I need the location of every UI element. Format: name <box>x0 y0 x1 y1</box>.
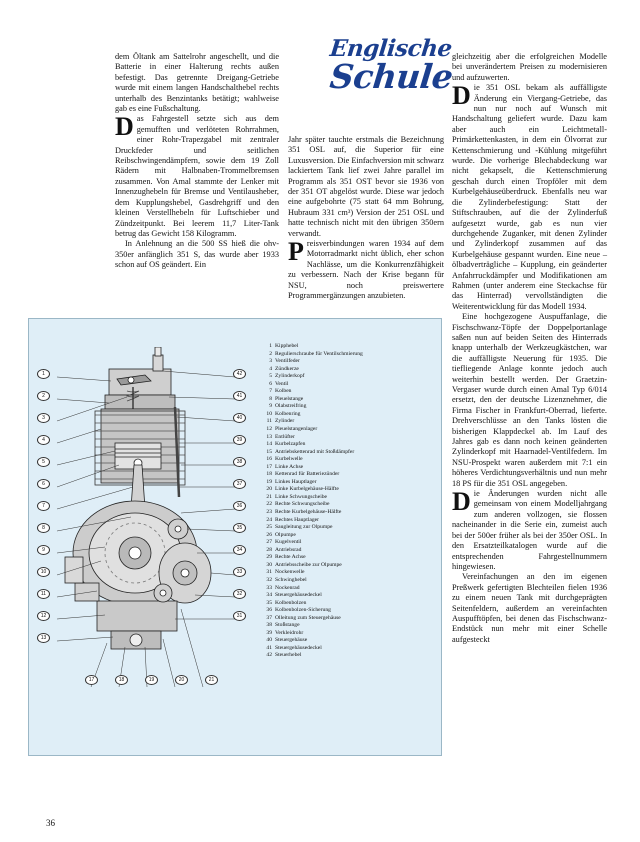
legend-item: 18 Kettenrad für Batteriezünder <box>266 471 340 478</box>
masthead-line-2: Schule <box>328 56 455 96</box>
legend-label: Verkleidrohr <box>275 629 304 636</box>
legend-label: Steuerhebel <box>275 652 302 659</box>
legend-item: 22 Rechte Schwungscheibe <box>266 501 330 508</box>
legend-item: 7 Kolben <box>269 388 292 395</box>
legend-label: Antriebsscheibe zur Ölpumpe <box>275 561 342 568</box>
legend-label: Zylinder <box>275 418 295 425</box>
legend-label: Rechtes Hauptlager <box>275 516 319 523</box>
legend-item: 13 Entlüfter <box>266 433 295 440</box>
masthead-line-1: Englische <box>328 35 454 62</box>
paragraph: gleichzeitig aber die erfolgreichen Modelle bei unverändertem Preisen zu modernisieren und aufzuwerten. <box>452 52 607 82</box>
engine-cutaway-figure <box>28 318 442 756</box>
legend-item: 6 Ventil <box>269 380 289 387</box>
legend-label: Saugleitung zur Ölpumpe <box>275 524 333 531</box>
legend-item: 37 Ölleitung zum Steuergehäuse <box>266 614 341 621</box>
callout-8: 8 <box>37 523 50 533</box>
legend-label: Zündkerze <box>275 365 299 372</box>
legend-label: Kolben <box>275 388 292 395</box>
legend-item: 9 Ölabstreifring <box>269 403 307 410</box>
legend-label: Kipphebel <box>275 343 299 349</box>
legend-label: Antriebsrad <box>275 546 302 553</box>
legend-label: Linkes Hauptlager <box>275 478 317 485</box>
legend-item: 2 Regulierschraube für Ventilschmierung <box>269 350 363 357</box>
callout-5: 5 <box>37 457 50 467</box>
legend-item: 42 Steuerhebel <box>266 652 302 659</box>
legend-item: 8 Pleuelstange <box>269 395 304 402</box>
paragraph: Jahr später tauchte erstmals die Bezeichnung 351 OSL auf, die Superior für eine Luxusversion. Die Einfachversion mit schwarz lackiertem Tank lief zwei Jahre parallel im Programm als 351 OST bevor sie 1936 von der 351 OT abgelöst wurde. Diese war jedoch eine aufgebohrte (75 statt 64 mm Bohrung, Hubraum 331 cm³) Version der 251 OSL und hatte technisch nicht mit den übrigen 350ern verwandt. <box>288 135 444 238</box>
callout-10: 10 <box>37 567 50 577</box>
paragraph: In Anlehnung an die 500 SS hieß die ohv-350er anfänglich 351 S, das wurde aber 1933 schon auf OS geändert. Ein <box>115 239 279 270</box>
legend-item: 16 Kurbelwelle <box>266 456 303 463</box>
paragraph <box>288 239 444 301</box>
callout-13: 13 <box>37 633 50 643</box>
legend-label: Entlüfter <box>275 433 295 440</box>
legend-label: Kolbenbolzen-Sicherung <box>275 607 331 614</box>
legend-item: 36 Kolbenbolzen-Sicherung <box>266 607 331 614</box>
legend-label: Ventilfeder <box>275 358 300 365</box>
paragraph-text: reisverbindungen waren 1934 auf dem Motorradmarkt nicht üblich, eher schon Nachlässe, um die Konkurrenzfähigkeit zu verbessern. Nach der Krise begann für NSU, noch preiswertere Programmergänzungen anzubieten. <box>288 239 444 301</box>
legend-label: Ventil <box>275 380 289 387</box>
callout-36: 36 <box>233 501 246 511</box>
legend-item: 19 Linkes Hauptlager <box>266 478 317 485</box>
legend-label: Linke Schwungscheibe <box>275 493 328 500</box>
paragraph <box>452 83 607 312</box>
legend-label: Schwinghebel <box>275 576 307 583</box>
legend-label: Ölpumpe <box>275 531 296 538</box>
legend-item: 14 Kurbelzapfen <box>266 441 306 448</box>
callout-33: 33 <box>233 567 246 577</box>
legend-item: 35 Kolbenbolzen <box>266 599 307 606</box>
text-column-3 <box>452 52 607 645</box>
callout-41: 41 <box>233 391 246 401</box>
text-column-2 <box>288 135 444 302</box>
legend-item: 20 Linke Kurbelgehäuse-Hälfte <box>266 486 339 493</box>
callout-6: 6 <box>37 479 50 489</box>
callout-35: 35 <box>233 523 246 533</box>
drop-cap: D <box>452 487 471 517</box>
callout-37: 37 <box>233 479 246 489</box>
legend-item: 33 Nockenrad <box>266 584 300 591</box>
legend-item: 21 Linke Schwungscheibe <box>266 493 328 500</box>
legend-label: Nockenrad <box>275 584 300 591</box>
callout-18: 18 <box>115 675 128 685</box>
legend-item: 28 Antriebsrad <box>266 546 302 553</box>
callout-39: 39 <box>233 435 246 445</box>
legend-item: 23 Rechte Kurbelgehäuse-Hälfte <box>266 509 342 516</box>
callout-21: 21 <box>205 675 218 685</box>
drop-cap: P <box>288 237 304 267</box>
legend-item: 39 Verkleidrohr <box>266 629 304 636</box>
paragraph: dem Öltank am Sattelrohr angeschellt, und die Batterie in einer Halterung rechts außen befestigt. Das getrennte Dreigang-Getriebe wurde mit einem langen Handschalthebel rechts unterhalb des Benzintanks betätigt; wahlweise gab es eine Fußschaltung. <box>115 52 279 114</box>
legend-label: Rechte Kurbelgehäuse-Hälfte <box>275 509 342 516</box>
callout-32: 32 <box>233 589 246 599</box>
page-number: 36 <box>46 818 55 828</box>
callout-2: 2 <box>37 391 50 401</box>
callout-1: 1 <box>37 369 50 379</box>
paragraph <box>452 489 607 572</box>
legend-label: Regulierschraube für Ventilschmierung <box>275 350 363 357</box>
legend-label: Stoßstange <box>275 622 300 629</box>
callout-38: 38 <box>233 457 246 467</box>
callout-11: 11 <box>37 589 50 599</box>
legend-label: Rechte Schwungscheibe <box>275 501 330 508</box>
legend-item: 10 Kolbenring <box>266 410 301 417</box>
callout-20: 20 <box>175 675 188 685</box>
legend-label: Steuergehäusedeckel <box>275 592 322 599</box>
legend-item: 4 Zündkerze <box>269 365 299 372</box>
legend-label: Kettenrad für Batteriezünder <box>275 471 340 478</box>
legend-item: 29 Rechte Achse <box>266 554 306 561</box>
legend-item: 38 Stoßstange <box>266 622 300 629</box>
callout-19: 19 <box>145 675 158 685</box>
legend-item: 27 Kugelventil <box>266 539 302 546</box>
legend-label: Pleuelstange <box>275 395 304 402</box>
paragraph-text: as Fahrgestell setzte sich aus dem gemufften und verlöteten Rohrrahmen, einer Rohr-Trapezgabel mit zentraler Druckfeder und seitlichen Reibschwingendämpfern, sowie dem 19 Zoll Rädern mit Halbnaben-Trommelbremsen zusammen. Von Amal stammte der Lenker mit Innenzughebeln für Bremse und Ventilausheber, dem Kupplungshebel, Gasdrehgriff und den kleinen Verstellhebeln für Luftschieber und Zündzeitpunkt. Bei leerem 11,7 Liter-Tank betrug das Gewicht 158 Kilogramm. <box>115 114 279 238</box>
text-column-1 <box>115 52 279 271</box>
drop-cap: D <box>115 112 134 142</box>
legend-label: Linke Kurbelgehäuse-Hälfte <box>275 486 339 493</box>
legend-item: 30 Antriebsscheibe zur Ölpumpe <box>266 561 342 568</box>
legend-item: 32 Schwinghebel <box>266 576 307 583</box>
callout-9: 9 <box>37 545 50 555</box>
legend-item: 1 Kipphebel <box>269 343 299 349</box>
callout-17: 17 <box>85 675 98 685</box>
legend-item: 17 Linke Achse <box>266 463 304 470</box>
paragraph: Eine hochgezogene Auspuffanlage, die Fischschwanz-Töpfe der Doppelportanlage saßen nun auf beiden Seiten des Hinterrads knapp unterhalb der Werkzeugkästchen, war die auffälligste Neuerung für 1935. Die tiefliegende Anlage konnte jedoch auch weiterhin bestellt werden. Der Graetzin-Vergaser wurde durch einen Amal Typ 6/014 ersetzt, den der deutsche Lizenznehmer, die Firma Fischer in Frankfurt-Oberrad, lieferte. Drehverschlüsse an den Tanks lösten die bisherigen Klappdeckel ab. Im Lauf des Jahres gab es dann noch keinen geänderten Zylinderkopf mit Haarnadel-Ventilfedern. Im NSU-Prospekt waren außerdem mit 7:1 ein höheres Verdichtungsverhältnis und nun mehr 18 PS für die 351 OSL angegeben. <box>452 312 607 488</box>
legend-item: 11 Zylinder <box>266 418 295 425</box>
callout-34: 34 <box>233 545 246 555</box>
callout-40: 40 <box>233 413 246 423</box>
legend-label: Ölleitung zum Steuergehäuse <box>275 614 341 621</box>
paragraph <box>115 114 279 239</box>
legend-item: 34 Steuergehäusedeckel <box>266 592 322 599</box>
paragraph-text: ie 351 OSL bekam als auffälligste Änderung ein Viergang-Getriebe, das nun nur noch auf Wunsch mit Handschaltung geliefert wurde. Dazu kam aber auch ein Leichtmetall-Primärkettenkasten, in dem ein Ölvorrat zur Kettenschmierung und -Kühlung mitgeführt wurde. Die vorherige Blechabdeckung war nicht gekapselt, die Kettenschmierung geschah durch einen Tropföler mit dem Kurbelgehäuseüberdruck. Ebenfalls neu war die Zylinderbefestigung: Statt der Stiftschrauben, auf die der Zylinderfuß aufgesetzt wurde, gab es nun vier durchgehende Zuganker, mit denen Zylinder und Zylinderkopf zusammen auf das Kurbelgehäuse gespannt wurden. Eine neue – ölbadverträgliche – Kupplung, ein geänderter Anfahrruckdämpfer und Modifikationen am Rahmen (unter anderem eine Steckachse für das Hinterrad) vervollständigten die Weiterentwicklung für das Modell 1934. <box>452 83 607 311</box>
legend-label: Kugelventil <box>275 539 302 546</box>
legend-item: 41 Steuergehäusedeckel <box>266 644 322 651</box>
legend-item: 5 Zylinderkopf <box>269 373 305 380</box>
callout-12: 12 <box>37 611 50 621</box>
legend-label: Ölabstreifring <box>275 403 307 410</box>
paragraph-text: ie Änderungen wurden nicht alle gemeinsam von einem Modelljahrgang zum anderen vollzogen, sie flossen nacheinander in die Serie ein, zumeist auch bei der 500er früher als bei der 350er OSL. In den Ersatzteilkatalogen wurde auf die entsprechenden Fahrgestellnummern hingewiesen. <box>452 489 607 571</box>
legend-label: Pleuelstangenlager <box>275 426 318 433</box>
callout-42: 42 <box>233 369 246 379</box>
legend-label: Nockenwelle <box>275 569 305 576</box>
legend-item: 24 Rechtes Hauptlager <box>266 516 319 523</box>
drop-cap: D <box>452 81 471 111</box>
legend-item: 15 Antriebskettenrad mit Stoßdämpfer <box>266 448 355 455</box>
legend-item: 26 Ölpumpe <box>266 531 296 538</box>
legend-item: 25 Saugleitung zur Ölpumpe <box>266 524 333 531</box>
callout-3: 3 <box>37 413 50 423</box>
legend-label: Linke Achse <box>275 463 304 470</box>
legend-label: Steuergehäuse <box>275 637 308 644</box>
legend-label: Rechte Achse <box>275 554 306 561</box>
legend-label: Kolbenbolzen <box>275 599 307 606</box>
paragraph: Vereinfachungen an den im eigenen Preßwerk gefertigten Blechteilen fielen 1936 zu einem neuen Tank mit durchgeprägten Seitenfeldern, außerdem an vereinfachten Auspufftöpfen, bei denen das Fischschwanz-Endstück nun mehr mit einer Schelle aufgesteckt <box>452 572 607 644</box>
callout-4: 4 <box>37 435 50 445</box>
legend-item: 31 Nockenwelle <box>266 569 305 576</box>
legend-label: Steuergehäusedeckel <box>275 644 322 651</box>
legend-label: Zylinderkopf <box>275 373 305 380</box>
legend-label: Antriebskettenrad mit Stoßdämpfer <box>275 448 355 455</box>
callout-7: 7 <box>37 501 50 511</box>
legend-label: Kolbenring <box>275 410 301 417</box>
callout-31: 31 <box>233 611 246 621</box>
engine-cutaway-drawing <box>35 347 255 747</box>
legend-item: 40 Steuergehäuse <box>266 637 308 644</box>
legend-label: Kurbelwelle <box>275 456 303 463</box>
legend-item: 12 Pleuelstangenlager <box>266 426 318 433</box>
legend-item: 3 Ventilfeder <box>269 358 300 365</box>
legend-label: Kurbelzapfen <box>275 441 306 448</box>
figure-legend <box>261 343 437 660</box>
